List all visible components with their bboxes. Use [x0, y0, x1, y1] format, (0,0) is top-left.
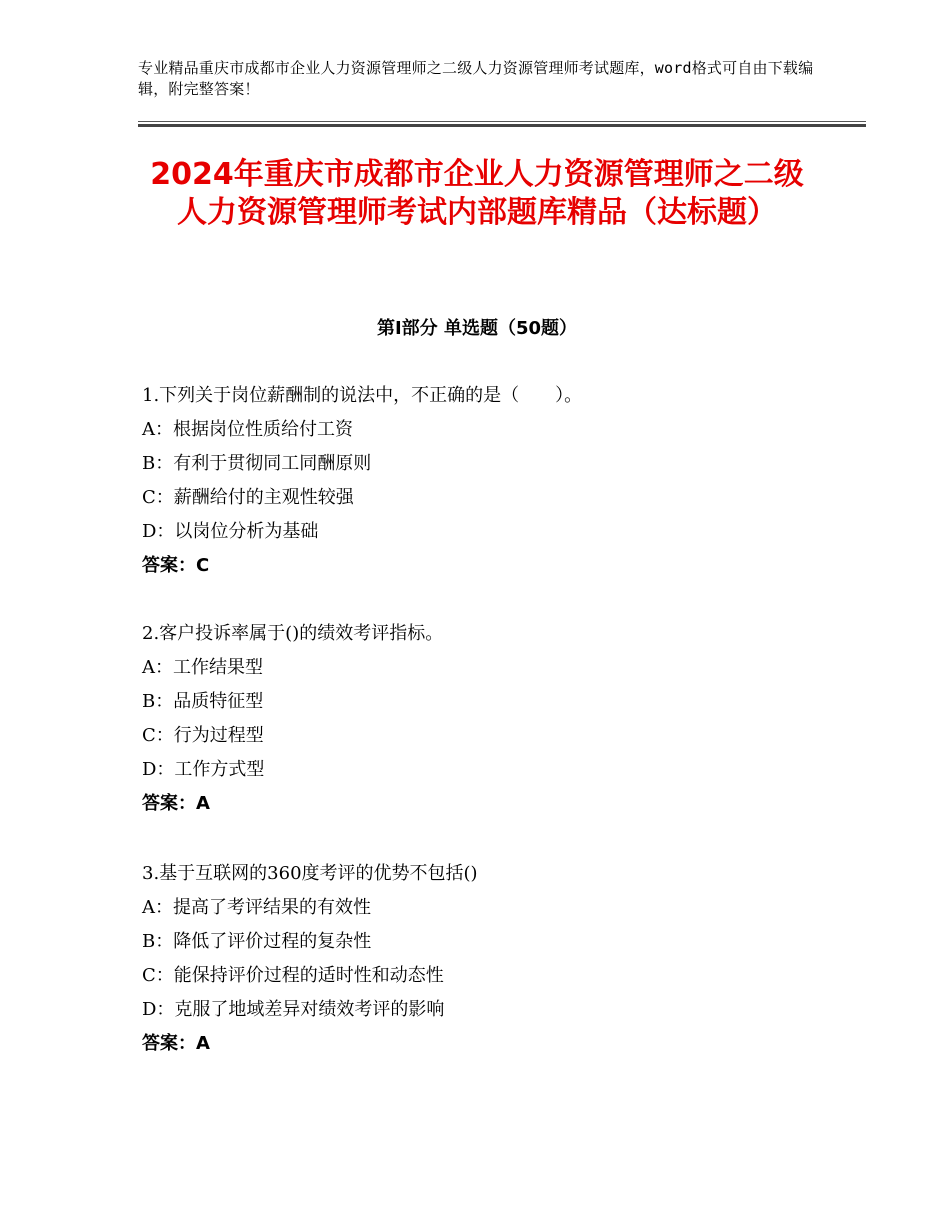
- option-a: A：工作结果型: [142, 657, 263, 678]
- question-2: [142, 621, 842, 825]
- header-rule-thick: [138, 124, 866, 127]
- option-a: A：根据岗位性质给付工资: [142, 419, 353, 440]
- question-stem: 3.基于互联网的360度考评的优势不包括(): [142, 863, 478, 884]
- option-c: C：能保持评价过程的适时性和动态性: [142, 965, 444, 986]
- answer-label: 答案：C: [142, 555, 210, 576]
- section-title: 第Ⅰ部分 单选题（50题）: [376, 318, 577, 339]
- header-rule-thin: [138, 121, 866, 122]
- document-title: 2024年重庆市成都市企业人力资源管理师之二级人力资源管理师考试内部题库精品（达标题）: [150, 157, 804, 230]
- question-1: [142, 383, 842, 587]
- option-b: B：品质特征型: [142, 691, 264, 712]
- option-d: D：克服了地域差异对绩效考评的影响: [142, 999, 445, 1020]
- option-d: D：以岗位分析为基础: [142, 521, 319, 542]
- header-note: 专业精品重庆市成都市企业人力资源管理师之二级人力资源管理师考试题库，word格式可自由下载编辑，附完整答案！: [138, 59, 814, 98]
- option-b: B：降低了评价过程的复杂性: [142, 931, 372, 952]
- option-a: A：提高了考评结果的有效性: [142, 897, 371, 918]
- question-stem: 1.下列关于岗位薪酬制的说法中，不正确的是（ ）。: [142, 385, 583, 406]
- question-3: [142, 861, 842, 1065]
- answer-label: 答案：A: [142, 1033, 210, 1054]
- option-c: C：薪酬给付的主观性较强: [142, 487, 354, 508]
- option-c: C：行为过程型: [142, 725, 264, 746]
- answer-label: 答案：A: [142, 793, 210, 814]
- question-stem: 2.客户投诉率属于()的绩效考评指标。: [142, 623, 444, 644]
- option-b: B：有利于贯彻同工同酬原则: [142, 453, 372, 474]
- option-d: D：工作方式型: [142, 759, 265, 780]
